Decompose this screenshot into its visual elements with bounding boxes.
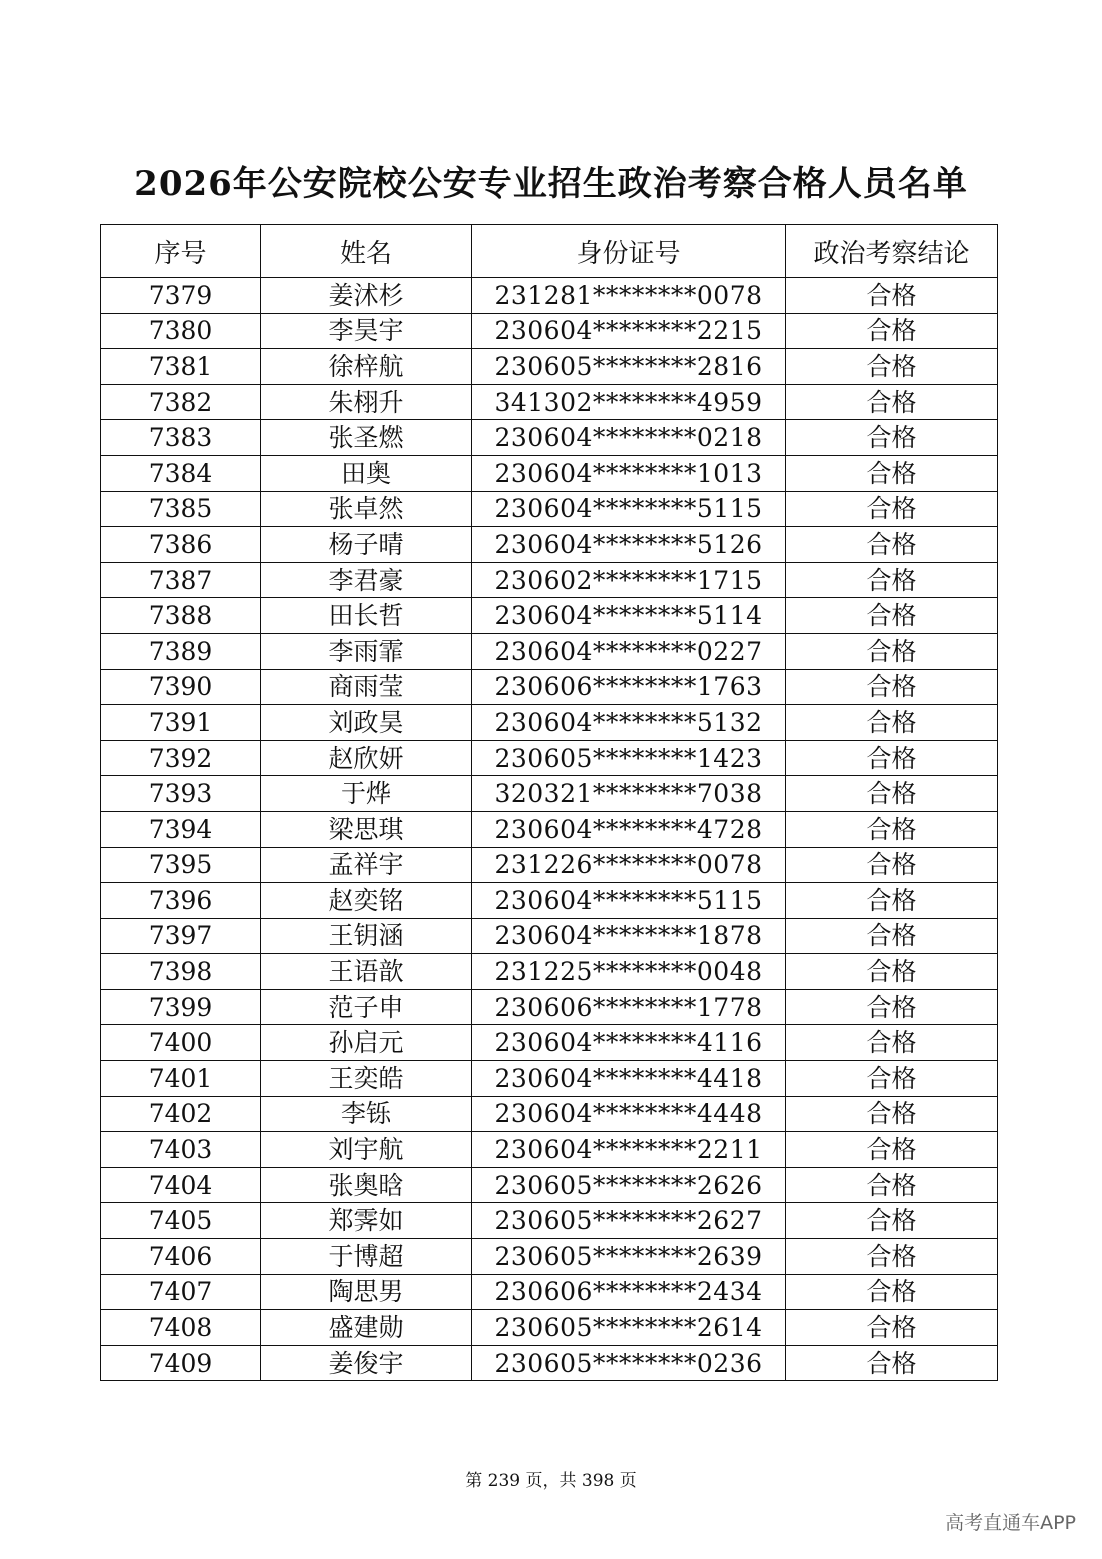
cell-id-number: 230604********5126 [472,527,786,563]
cell-seq: 7402 [101,1096,261,1132]
cell-seq: 7389 [101,633,261,669]
cell-result: 合格 [786,1096,998,1132]
cell-name: 姜沭杉 [261,278,472,314]
cell-seq: 7391 [101,705,261,741]
cell-id-number: 230605********2626 [472,1167,786,1203]
table-row [101,1239,998,1275]
cell-result: 合格 [786,705,998,741]
cell-name: 李昊宇 [261,313,472,349]
cell-result: 合格 [786,1239,998,1275]
cell-result: 合格 [786,1061,998,1097]
cell-name: 李雨霏 [261,633,472,669]
cell-seq: 7401 [101,1061,261,1097]
table-row [101,1345,998,1381]
cell-id-number: 230604********1878 [472,918,786,954]
table-row [101,384,998,420]
cell-name: 赵欣妍 [261,740,472,776]
cell-id-number: 230606********1778 [472,989,786,1025]
cell-id-number: 231225********0048 [472,954,786,990]
table-row [101,1203,998,1239]
cell-result: 合格 [786,491,998,527]
cell-result: 合格 [786,527,998,563]
cell-seq: 7386 [101,527,261,563]
cell-name: 于博超 [261,1239,472,1275]
table-row [101,847,998,883]
cell-seq: 7380 [101,313,261,349]
table-row [101,918,998,954]
cell-result: 合格 [786,349,998,385]
cell-name: 刘政昊 [261,705,472,741]
cell-result: 合格 [786,313,998,349]
cell-seq: 7383 [101,420,261,456]
table-row [101,278,998,314]
cell-name: 商雨莹 [261,669,472,705]
cell-id-number: 231226********0078 [472,847,786,883]
cell-seq: 7405 [101,1203,261,1239]
cell-result: 合格 [786,278,998,314]
cell-id-number: 230606********2434 [472,1274,786,1310]
column-header-result: 政治考察结论 [786,225,998,278]
table-row [101,1274,998,1310]
cell-seq: 7403 [101,1132,261,1168]
cell-result: 合格 [786,1203,998,1239]
table-row [101,420,998,456]
table-row [101,1061,998,1097]
cell-seq: 7382 [101,384,261,420]
cell-id-number: 230604********5114 [472,598,786,634]
table-row [101,705,998,741]
cell-id-number: 230604********0227 [472,633,786,669]
table-row [101,313,998,349]
cell-id-number: 230604********4448 [472,1096,786,1132]
cell-name: 李铄 [261,1096,472,1132]
cell-seq: 7393 [101,776,261,812]
cell-id-number: 230605********2639 [472,1239,786,1275]
cell-name: 郑霁如 [261,1203,472,1239]
cell-seq: 7388 [101,598,261,634]
table-row [101,776,998,812]
cell-seq: 7384 [101,455,261,491]
cell-result: 合格 [786,455,998,491]
cell-result: 合格 [786,420,998,456]
cell-seq: 7406 [101,1239,261,1275]
cell-seq: 7404 [101,1167,261,1203]
cell-result: 合格 [786,811,998,847]
column-header-seq: 序号 [101,225,261,278]
cell-seq: 7379 [101,278,261,314]
cell-result: 合格 [786,384,998,420]
cell-result: 合格 [786,1274,998,1310]
cell-seq: 7381 [101,349,261,385]
cell-seq: 7390 [101,669,261,705]
cell-seq: 7400 [101,1025,261,1061]
cell-name: 徐梓航 [261,349,472,385]
table-row [101,349,998,385]
cell-seq: 7392 [101,740,261,776]
cell-name: 张圣燃 [261,420,472,456]
cell-id-number: 230604********2211 [472,1132,786,1168]
table-row [101,527,998,563]
cell-seq: 7399 [101,989,261,1025]
page-footer: 第 239 页，共 398 页 [465,1471,637,1491]
cell-result: 合格 [786,1025,998,1061]
cell-name: 刘宇航 [261,1132,472,1168]
cell-seq: 7409 [101,1345,261,1381]
cell-id-number: 230602********1715 [472,562,786,598]
cell-id-number: 230604********5115 [472,491,786,527]
cell-id-number: 231281********0078 [472,278,786,314]
cell-id-number: 320321********7038 [472,776,786,812]
table-header-row [101,225,998,278]
cell-result: 合格 [786,562,998,598]
cell-result: 合格 [786,1310,998,1346]
cell-result: 合格 [786,598,998,634]
cell-id-number: 230604********0218 [472,420,786,456]
cell-seq: 7408 [101,1310,261,1346]
table-row [101,633,998,669]
cell-id-number: 230604********2215 [472,313,786,349]
cell-name: 梁思琪 [261,811,472,847]
cell-name: 杨子晴 [261,527,472,563]
cell-id-number: 230605********2816 [472,349,786,385]
cell-name: 王奕皓 [261,1061,472,1097]
table-row [101,455,998,491]
table-row [101,989,998,1025]
cell-result: 合格 [786,954,998,990]
table-row [101,598,998,634]
cell-name: 李君豪 [261,562,472,598]
cell-id-number: 230606********1763 [472,669,786,705]
cell-seq: 7394 [101,811,261,847]
table-row [101,1310,998,1346]
cell-seq: 7397 [101,918,261,954]
cell-name: 陶思男 [261,1274,472,1310]
cell-name: 姜俊宇 [261,1345,472,1381]
table-row [101,811,998,847]
watermark: 高考直通车APP [945,1512,1076,1534]
column-header-id: 身份证号 [472,225,786,278]
cell-name: 王钥涵 [261,918,472,954]
cell-name: 孟祥宇 [261,847,472,883]
cell-result: 合格 [786,669,998,705]
cell-result: 合格 [786,740,998,776]
cell-result: 合格 [786,989,998,1025]
cell-seq: 7387 [101,562,261,598]
table-body [101,278,998,1381]
cell-name: 孙启元 [261,1025,472,1061]
table-row [101,1025,998,1061]
cell-result: 合格 [786,1345,998,1381]
cell-result: 合格 [786,883,998,919]
table-row [101,1167,998,1203]
cell-seq: 7385 [101,491,261,527]
cell-name: 朱栩升 [261,384,472,420]
cell-name: 田长哲 [261,598,472,634]
column-header-name: 姓名 [261,225,472,278]
cell-id-number: 230604********4116 [472,1025,786,1061]
cell-seq: 7398 [101,954,261,990]
cell-name: 于烨 [261,776,472,812]
cell-seq: 7407 [101,1274,261,1310]
table-row [101,491,998,527]
cell-result: 合格 [786,1132,998,1168]
table-row [101,562,998,598]
cell-name: 赵奕铭 [261,883,472,919]
cell-result: 合格 [786,918,998,954]
table-row [101,1132,998,1168]
table-row [101,669,998,705]
table-row [101,883,998,919]
cell-result: 合格 [786,633,998,669]
table-row [101,954,998,990]
cell-id-number: 341302********4959 [472,384,786,420]
cell-name: 王语歆 [261,954,472,990]
cell-result: 合格 [786,1167,998,1203]
cell-name: 盛建勋 [261,1310,472,1346]
cell-seq: 7396 [101,883,261,919]
cell-name: 范子申 [261,989,472,1025]
cell-id-number: 230605********1423 [472,740,786,776]
cell-id-number: 230605********2614 [472,1310,786,1346]
cell-id-number: 230605********2627 [472,1203,786,1239]
cell-id-number: 230604********5132 [472,705,786,741]
cell-result: 合格 [786,776,998,812]
cell-id-number: 230604********4728 [472,811,786,847]
cell-name: 张奥晗 [261,1167,472,1203]
page-title: 2026年公安院校公安专业招生政治考察合格人员名单 [134,164,968,204]
table-row [101,740,998,776]
cell-id-number: 230604********1013 [472,455,786,491]
cell-id-number: 230604********4418 [472,1061,786,1097]
cell-seq: 7395 [101,847,261,883]
table-row [101,1096,998,1132]
cell-id-number: 230604********5115 [472,883,786,919]
cell-name: 张卓然 [261,491,472,527]
cell-result: 合格 [786,847,998,883]
roster-table [100,224,998,1381]
cell-name: 田奥 [261,455,472,491]
cell-id-number: 230605********0236 [472,1345,786,1381]
